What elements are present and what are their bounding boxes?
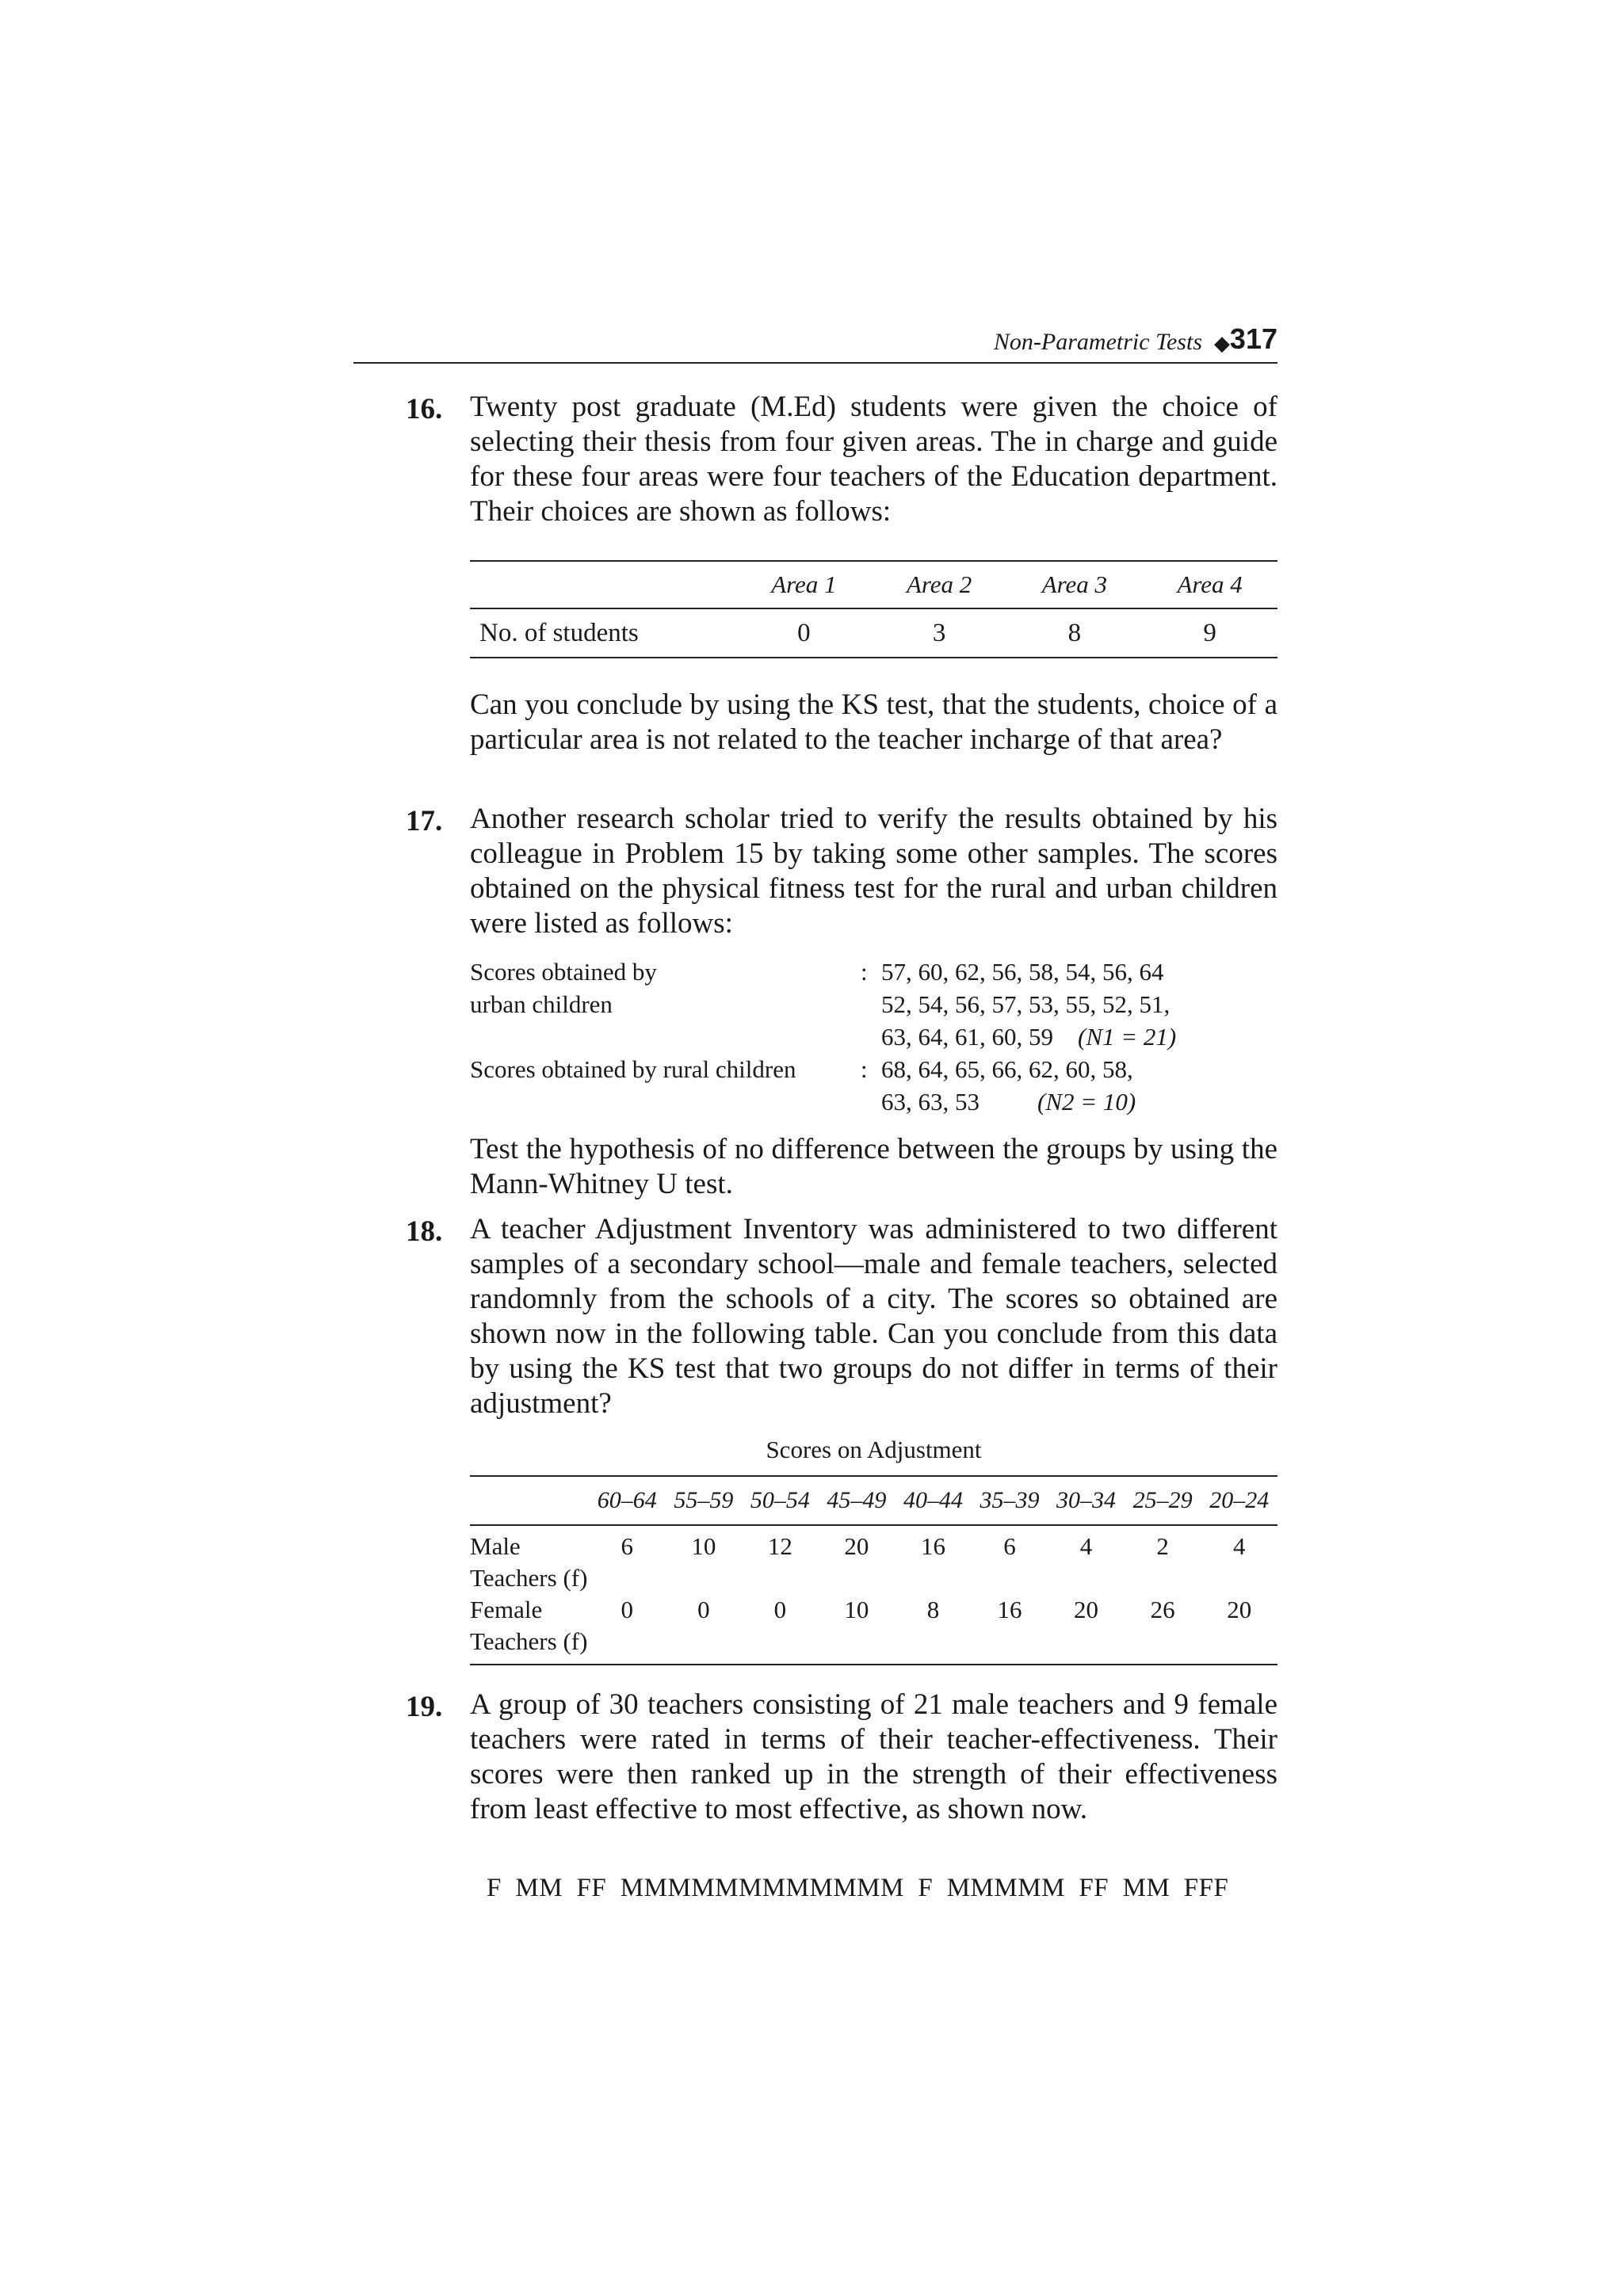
running-header — [353, 321, 1277, 364]
table-cell: 3 — [932, 618, 946, 647]
problem-19-text: A group of 30 teachers consisting of 21 male teachers and 9 female teachers were rated in terms of their teacher-effectiveness. Their scores were then ranked up in the strength of their effectiveness from least effective to most effective, as shown now. — [470, 1688, 1277, 1825]
table-header-cell: 30–34 — [1048, 1476, 1125, 1525]
table-header-cell: 55–59 — [666, 1476, 743, 1525]
problem-19-number: 19. — [406, 1691, 443, 1723]
problem-16-table — [470, 560, 1277, 658]
table-cell: 6 — [1003, 1532, 1016, 1560]
table-cell: 0 — [773, 1596, 787, 1623]
problem-16-question: Can you conclude by using the KS test, that the students, choice of a particular area is not related to the teacher incharge of that area? — [470, 688, 1277, 756]
rural-scores-line-2: 63, 63, 53 — [881, 1088, 980, 1116]
table-cell: 0 — [621, 1596, 634, 1623]
table-cell: 20 — [1074, 1596, 1099, 1623]
table-cell: 12 — [767, 1532, 792, 1560]
urban-scores-line-2: 52, 54, 56, 57, 53, 55, 52, 51, — [881, 990, 1170, 1018]
row-label: No. of students — [479, 618, 639, 647]
table-cell: 10 — [691, 1532, 716, 1560]
table-cell: 8 — [926, 1596, 940, 1623]
table-row — [470, 1594, 1277, 1665]
rural-label: Scores obtained by rural children — [470, 1055, 796, 1083]
page-number: 317 — [1229, 322, 1277, 355]
problem-18-number: 18. — [406, 1215, 443, 1248]
row-label — [470, 1525, 589, 1594]
ranking-sequence: F MM FF MMMMMMMMMMMM F MMMMM FF MM FFF — [487, 1874, 1229, 1902]
problem-16-text: Twenty post graduate (M.Ed) students were given the choice of selecting their thesis from four given areas. The in charge and guide for these four areas were four teachers of the Education department. Their choices are shown as follows: — [470, 391, 1277, 528]
table-cell: 16 — [920, 1532, 945, 1560]
table-header-cell — [470, 1476, 589, 1525]
row-label — [470, 1594, 589, 1665]
table-header-cell: Area 1 — [736, 561, 872, 608]
table-header-cell: 35–39 — [972, 1476, 1048, 1525]
table-header-cell: Area 4 — [1142, 561, 1277, 608]
table-cell: 6 — [621, 1532, 634, 1560]
urban-label-line-1: Scores obtained by — [470, 958, 657, 986]
urban-colon: : — [861, 958, 868, 986]
table-header-row — [470, 561, 1277, 608]
urban-label-line-2: urban children — [470, 990, 613, 1018]
table-cell: 9 — [1203, 618, 1216, 647]
rural-scores-line-1: 68, 64, 65, 66, 62, 60, 58, — [881, 1055, 1133, 1083]
table-cell: 8 — [1067, 618, 1082, 647]
problem-17-number: 17. — [406, 805, 443, 837]
table-cell: 4 — [1079, 1532, 1093, 1560]
problem-17-question: Test the hypothesis of no difference between the groups by using the Mann-Whitney U test. — [470, 1133, 1277, 1200]
table-header-cell: 40–44 — [895, 1476, 972, 1525]
row-label-line-2: Teachers (f) — [470, 1627, 588, 1655]
problem-18-text: A teacher Adjustment Inventory was administered to two different samples of a secondary school—male and female teachers, selected randomnly from the schools of a city. The scores so obtained are shown now in the following table. Can you conclude from this data by using the KS test that two groups do not differ in terms of their adjustment? — [470, 1213, 1277, 1420]
table-row — [470, 608, 1277, 658]
diamond-icon: ◆ — [1214, 332, 1230, 355]
table-header-cell: Area 3 — [1007, 561, 1143, 608]
table-cell: 0 — [797, 618, 811, 647]
table-caption: Scores on Adjustment — [766, 1436, 982, 1463]
table-row — [470, 1525, 1277, 1594]
table-cell: 20 — [1227, 1596, 1252, 1623]
header-chapter-title: Non-Parametric Tests — [993, 329, 1202, 355]
rural-sample-size: (N2 = 10) — [1037, 1088, 1136, 1116]
row-label-line-2: Teachers (f) — [470, 1564, 588, 1592]
table-header-cell: 60–64 — [589, 1476, 666, 1525]
table-header-cell: 25–29 — [1125, 1476, 1201, 1525]
table-header-cell: 20–24 — [1201, 1476, 1277, 1525]
problem-16-number: 16. — [406, 393, 443, 425]
table-header-row — [470, 1476, 1277, 1525]
table-cell: 26 — [1150, 1596, 1175, 1623]
urban-scores-line-3: 63, 64, 61, 60, 59 — [881, 1023, 1053, 1051]
table-header-cell: 45–49 — [819, 1476, 896, 1525]
table-cell: 16 — [997, 1596, 1022, 1623]
problem-17-text: Another research scholar tried to verify the results obtained by his colleague in Problem 15 by taking some other samples. The scores obtained on the physical fitness test for the rural and urban children were listed as follows: — [470, 803, 1277, 940]
table-cell: 10 — [844, 1596, 869, 1623]
table-cell: 2 — [1156, 1532, 1169, 1560]
rural-colon: : — [861, 1055, 868, 1083]
table-header-cell: Area 2 — [872, 561, 1007, 608]
row-label-line-1: Female — [470, 1596, 543, 1623]
problem-18-table — [470, 1475, 1277, 1665]
table-header-cell — [470, 561, 736, 608]
table-header-cell: 50–54 — [742, 1476, 819, 1525]
row-label-line-1: Male — [470, 1532, 521, 1560]
table-cell: 4 — [1232, 1532, 1246, 1560]
table-cell: 0 — [697, 1596, 710, 1623]
urban-scores-line-1: 57, 60, 62, 56, 58, 54, 56, 64 — [881, 958, 1164, 986]
urban-sample-size: (N1 = 21) — [1078, 1023, 1177, 1051]
table-cell: 20 — [844, 1532, 869, 1560]
